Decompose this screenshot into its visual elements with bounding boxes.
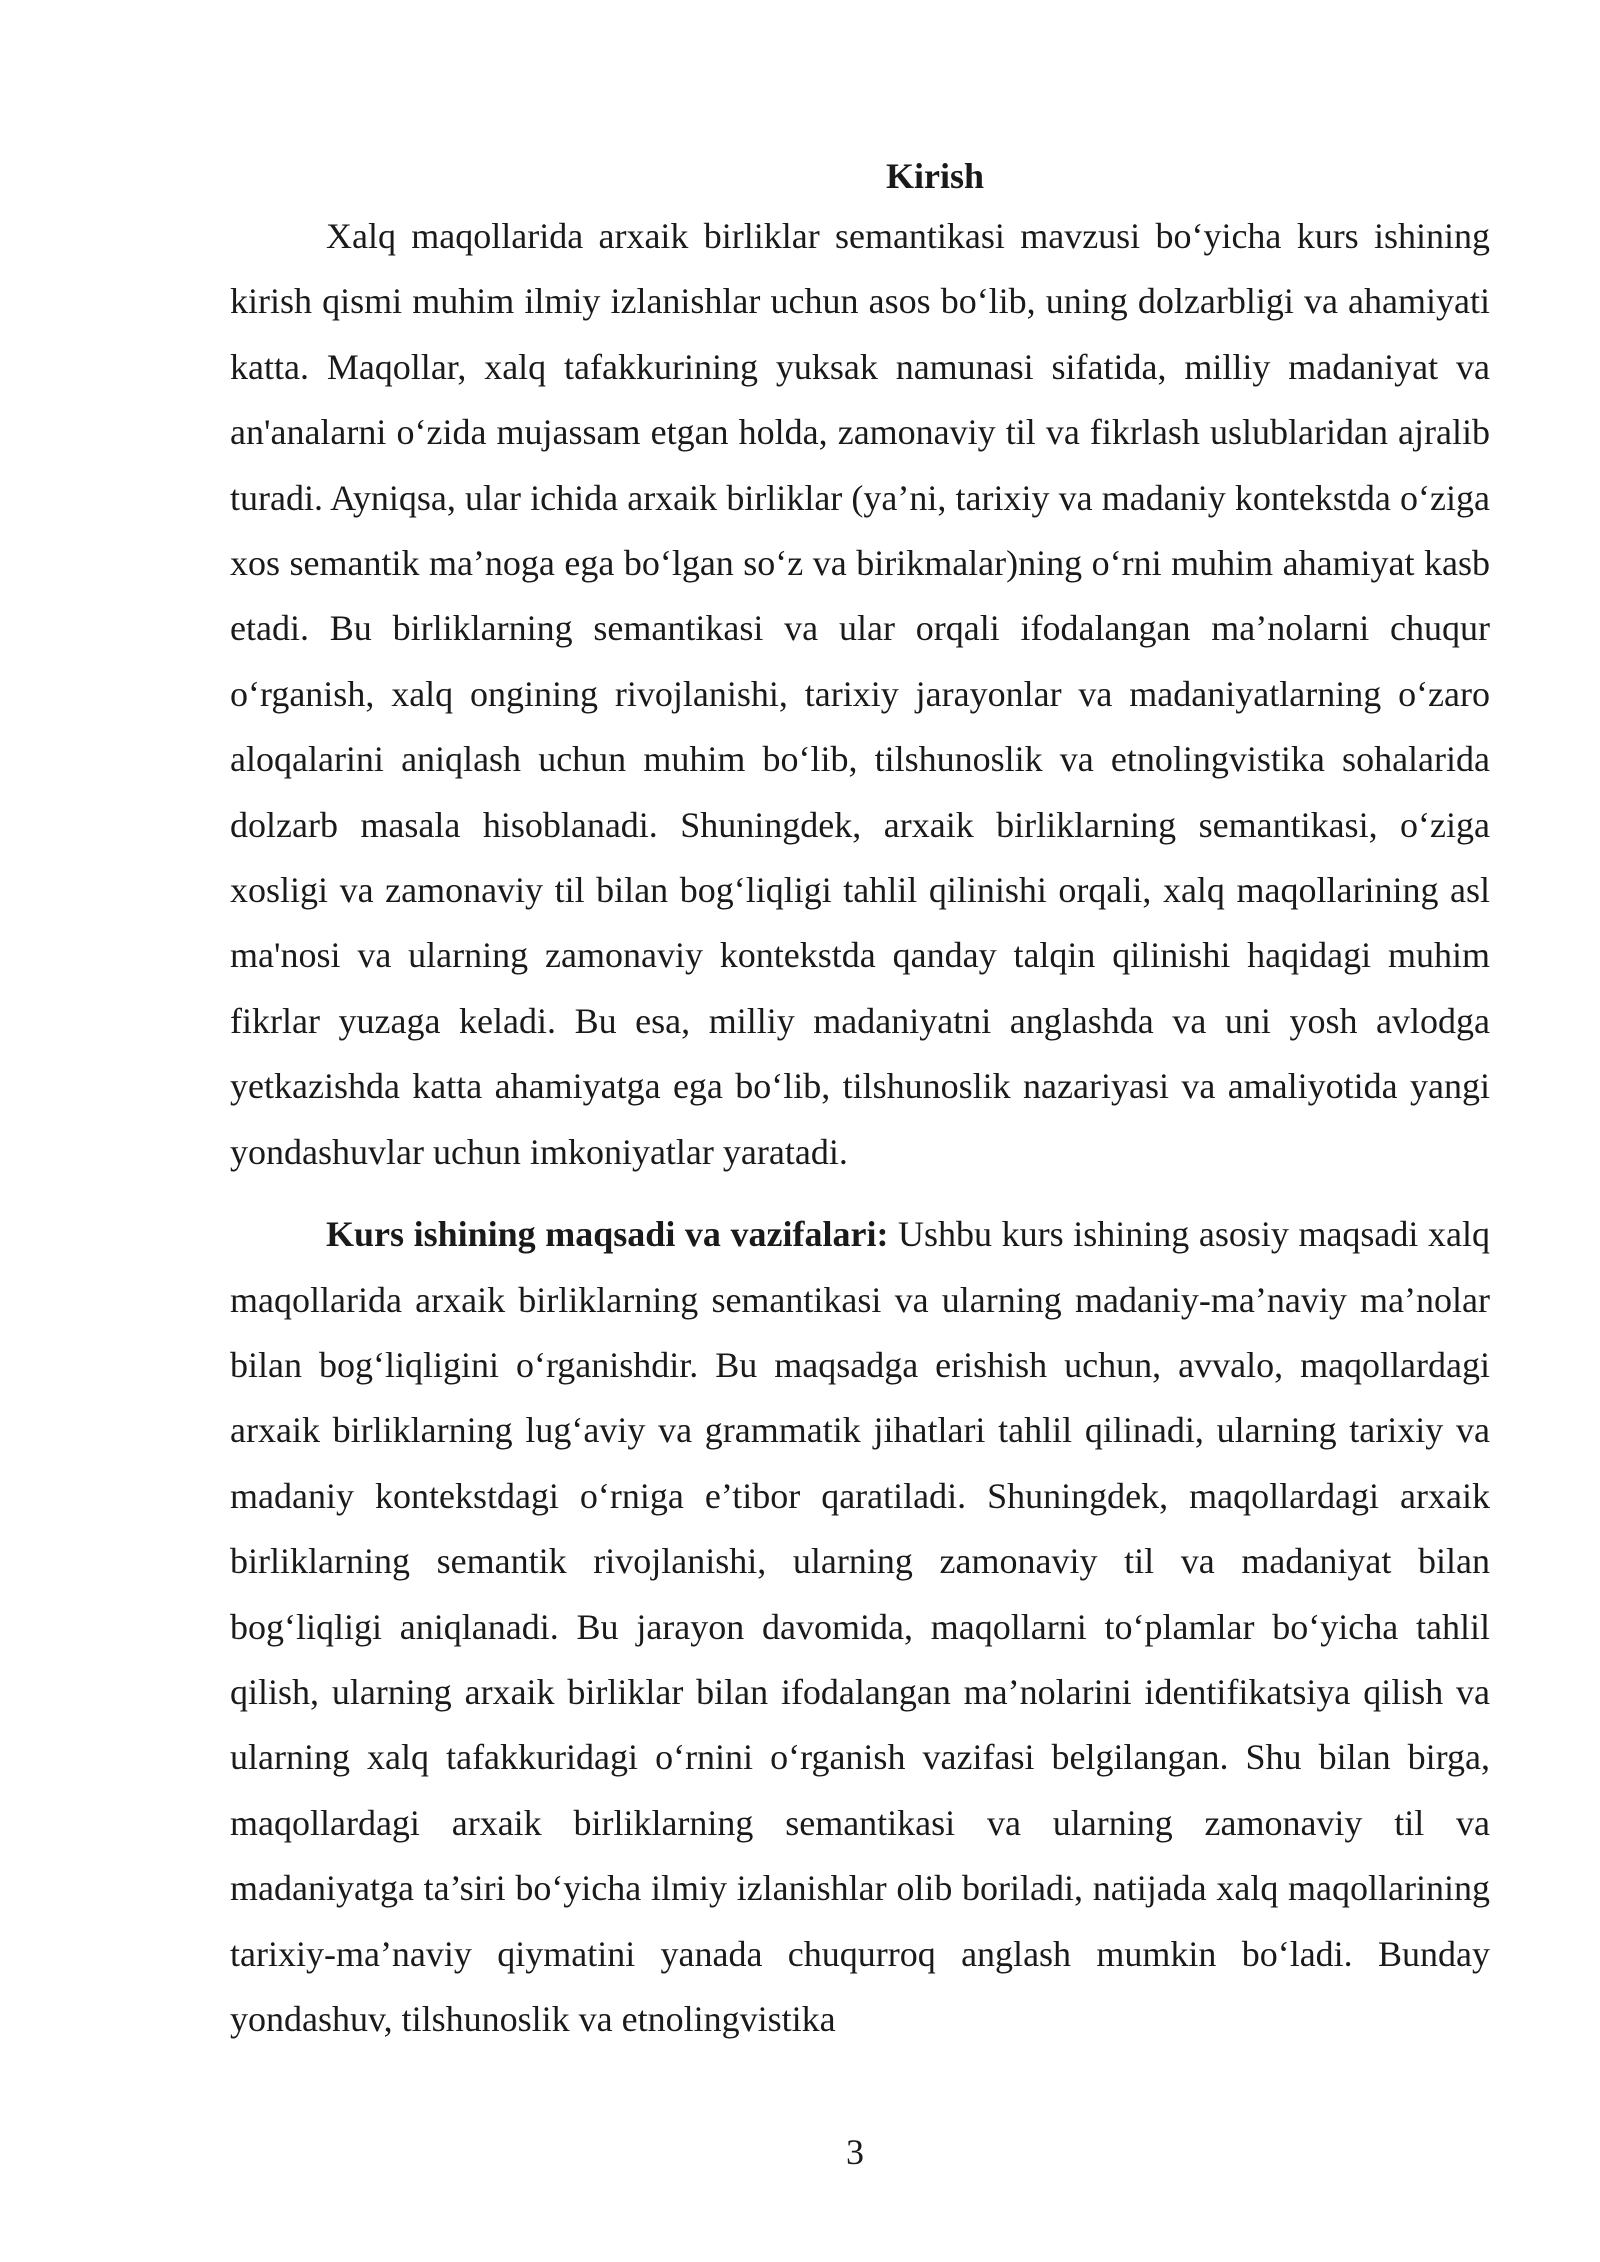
goals-paragraph-lead: Kurs ishining maqsadi va vazifalari:: [326, 1214, 889, 1255]
goals-paragraph-body: Ushbu kurs ishining asosiy maqsadi xalq maqollarida arxaik birliklarning semantikasi va ularning madaniy-ma’naviy ma’nolar bilan bog‘liqligini o‘rganishdir. Bu maqsadga erishish uchun, avvalo, maqollardagi arxaik birliklarning lug‘aviy va grammatik jihatlari tahlil qilinadi, ularning tarixiy va madaniy kontekstdagi o‘rniga e’tibor qaratiladi. Shuningdek, maqollardagi arxaik birliklarning semantik rivojlanishi, ularning zamonaviy til va madaniyat bilan bog‘liqligi aniqlanadi. Bu jarayon davomida, maqollarni to‘plamlar bo‘yicha tahlil qilish, ularning arxaik birliklar bilan ifodalangan ma’nolarini identifikatsiya qilish va ularning xalq tafakkuridagi o‘rnini o‘rganish vazifasi belgilangan. Shu bilan birga, maqollardagi arxaik birliklarning semantikasi va ularning zamonaviy til va madaniyatga ta’siri bo‘yicha ilmiy izlanishlar olib boriladi, natijada xalq maqollarining tarixiy-ma’naviy qiymatini yanada chuqurroq anglash mumkin bo‘ladi. Bunday yondashuv, tilshunoslik va etnolingvistika: [230, 1214, 1490, 2039]
page-content: [230, 148, 1490, 2052]
page-number: 3: [846, 2132, 864, 2172]
section-heading: Kirish: [885, 156, 984, 196]
intro-paragraph: Xalq maqollarida arxaik birliklar semantikasi mavzusi bo‘yicha kurs ishining kirish qismi muhim ilmiy izlanishlar uchun asos bo‘lib, uning dolzarbligi va ahamiyati katta. Maqollar, xalq tafakkurining yuksak namunasi sifatida, milliy madaniyat va an'analarni o‘zida mujassam etgan holda, zamonaviy til va fikrlash uslublaridan ajralib turadi. Ayniqsa, ular ichida arxaik birliklar (ya’ni, tarixiy va madaniy kontekstda o‘ziga xos semantik ma’noga ega bo‘lgan so‘z va birikmalar)ning o‘rni muhim ahamiyat kasb etadi. Bu birliklarning semantikasi va ular orqali ifodalangan ma’nolarni chuqur o‘rganish, xalq ongining rivojlanishi, tarixiy jarayonlar va madaniyatlarning o‘zaro aloqalarini aniqlash uchun muhim bo‘lib, tilshunoslik va etnolingvistika sohalarida dolzarb masala hisoblanadi. Shuningdek, arxaik birliklarning semantikasi, o‘ziga xosligi va zamonaviy til bilan bog‘liqligi tahlil qilinishi orqali, xalq maqollarining asl ma'nosi va ularning zamonaviy kontekstda qanday talqin qilinishi haqidagi muhim fikrlar yuzaga keladi. Bu esa, milliy madaniyatni anglashda va uni yosh avlodga yetkazishda katta ahamiyatga ega bo‘lib, tilshunoslik nazariyasi va amaliyotida yangi yondashuvlar uchun imkoniyatlar yaratadi.: [230, 216, 1490, 1172]
goals-paragraph: [230, 1202, 1490, 2052]
